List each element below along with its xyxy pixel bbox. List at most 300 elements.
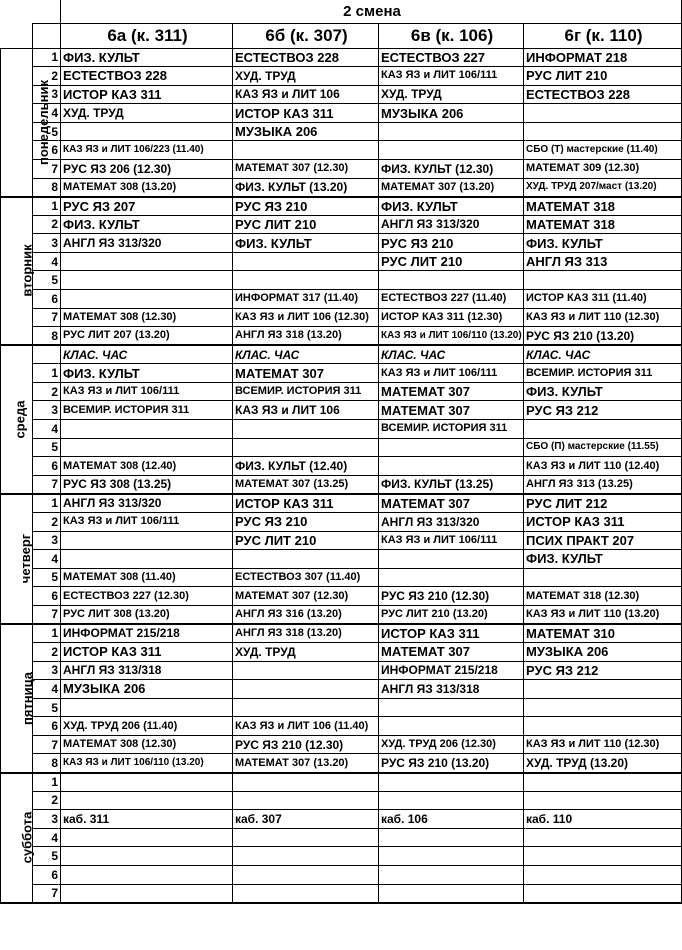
lesson-cell: МАТЕМАТ 307 xyxy=(233,364,379,383)
lesson-row xyxy=(1,327,682,346)
period-number: 5 xyxy=(33,847,61,866)
lesson-cell: ИСТОР КАЗ 311 xyxy=(524,512,682,531)
day-label xyxy=(1,345,33,494)
lesson-cell xyxy=(61,252,233,271)
lesson-cell xyxy=(61,438,233,457)
lesson-cell: КАЗ ЯЗ и ЛИТ 106 xyxy=(233,85,379,104)
lesson-cell: ИНФОРМАТ 215/218 xyxy=(61,624,233,643)
lesson-row xyxy=(1,810,682,829)
lesson-cell: МАТЕМАТ 307 xyxy=(379,494,524,513)
lesson-cell: ИСТОР КАЗ 311 xyxy=(61,643,233,662)
lesson-cell: МАТЕМАТ 308 (12.30) xyxy=(61,735,233,754)
lesson-row xyxy=(1,159,682,178)
lesson-cell: КАЗ ЯЗ и ЛИТ 106 (11.40) xyxy=(233,717,379,736)
lesson-row xyxy=(1,271,682,290)
lesson-cell: ИНФОРМАТ 218 xyxy=(524,48,682,67)
shift-title: 2 смена xyxy=(61,0,682,23)
lesson-cell xyxy=(61,122,233,141)
lesson-cell xyxy=(379,847,524,866)
lesson-row xyxy=(1,884,682,903)
lesson-cell: ИНФОРМАТ 215/218 xyxy=(379,661,524,680)
lesson-row xyxy=(1,550,682,569)
lesson-cell: ХУД. ТРУД xyxy=(233,643,379,662)
lesson-cell: КАЗ ЯЗ и ЛИТ 106/111 xyxy=(379,531,524,550)
lesson-cell: ЕСТЕСТВОЗ 228 xyxy=(233,48,379,67)
lesson-cell xyxy=(379,717,524,736)
lesson-cell xyxy=(524,122,682,141)
lesson-cell: КАЗ ЯЗ и ЛИТ 110 (12.30) xyxy=(524,308,682,327)
class-header: 6в (к. 106) xyxy=(379,23,524,48)
lesson-cell: ХУД. ТРУД 206 (11.40) xyxy=(61,717,233,736)
lesson-cell: каб. 110 xyxy=(524,810,682,829)
lesson-cell xyxy=(233,884,379,903)
lesson-cell xyxy=(524,680,682,699)
lesson-cell xyxy=(524,791,682,810)
lesson-cell: РУС ЯЗ 210 (13.20) xyxy=(524,327,682,346)
lesson-cell: МАТЕМАТ 307 (13.20) xyxy=(379,178,524,197)
schedule-body xyxy=(1,0,682,903)
lesson-cell: РУС ЛИТ 210 (13.20) xyxy=(379,605,524,624)
lesson-row xyxy=(1,754,682,773)
lesson-cell xyxy=(233,680,379,699)
lesson-cell: каб. 311 xyxy=(61,810,233,829)
lesson-cell: ФИЗ. КУЛЬТ xyxy=(379,197,524,216)
day-label xyxy=(1,624,36,773)
lesson-cell: АНГЛ ЯЗ 316 (13.20) xyxy=(233,605,379,624)
lesson-row xyxy=(1,48,682,67)
lesson-row xyxy=(1,401,682,420)
lesson-cell xyxy=(233,773,379,792)
lesson-row xyxy=(1,290,682,309)
lesson-cell: КАЗ ЯЗ и ЛИТ 106 (12.30) xyxy=(233,308,379,327)
lesson-cell: МУЗЫКА 206 xyxy=(524,643,682,662)
lesson-cell xyxy=(233,828,379,847)
lesson-cell: МАТЕМАТ 308 (12.30) xyxy=(61,308,233,327)
lesson-cell: КАЗ ЯЗ и ЛИТ 106/110 (13.20) xyxy=(379,327,524,346)
lesson-cell: МАТЕМАТ 307 (13.25) xyxy=(233,475,379,494)
lesson-cell: ФИЗ. КУЛЬТ xyxy=(524,234,682,253)
lesson-cell: РУС ЯЗ 212 xyxy=(524,401,682,420)
lesson-cell: ФИЗ. КУЛЬТ xyxy=(61,364,233,383)
lesson-cell xyxy=(61,865,233,884)
lesson-cell: РУС ЛИТ 210 xyxy=(524,67,682,86)
period-number: 8 xyxy=(33,178,61,197)
lesson-cell xyxy=(61,531,233,550)
lesson-cell: РУС ЯЗ 210 xyxy=(233,512,379,531)
lesson-cell: ФИЗ. КУЛЬТ (12.40) xyxy=(233,457,379,476)
lesson-cell: ФИЗ. КУЛЬТ (13.25) xyxy=(379,475,524,494)
lesson-cell: МУЗЫКА 206 xyxy=(233,122,379,141)
lesson-row xyxy=(1,420,682,439)
lesson-cell: СБО (П) мастерские (11.55) xyxy=(524,438,682,457)
lesson-cell: КАЗ ЯЗ и ЛИТ 106/110 (13.20) xyxy=(61,754,233,773)
lesson-row xyxy=(1,234,682,253)
lesson-cell xyxy=(61,847,233,866)
lesson-cell: ФИЗ. КУЛЬТ (12.30) xyxy=(379,159,524,178)
lesson-cell: АНГЛ ЯЗ 313/318 xyxy=(61,661,233,680)
day-name: четверг xyxy=(18,534,34,584)
lesson-cell xyxy=(379,550,524,569)
lesson-cell xyxy=(379,438,524,457)
lesson-cell xyxy=(233,252,379,271)
lesson-cell: РУС ЛИТ 308 (13.20) xyxy=(61,605,233,624)
lesson-cell xyxy=(233,141,379,160)
lesson-row xyxy=(1,847,682,866)
day-name: понедельник xyxy=(35,79,51,165)
lesson-row xyxy=(1,475,682,494)
lesson-cell xyxy=(379,828,524,847)
period-number: 7 xyxy=(33,735,61,754)
lesson-cell xyxy=(61,698,233,717)
lesson-row xyxy=(1,698,682,717)
lesson-cell: СБО (Т) мастерские (11.40) xyxy=(524,141,682,160)
period-number: 1 xyxy=(33,48,61,67)
lesson-cell: ВСЕМИР. ИСТОРИЯ 311 xyxy=(233,382,379,401)
corner-cell xyxy=(1,23,33,48)
period-number: 2 xyxy=(33,643,61,662)
period-number: 2 xyxy=(33,215,61,234)
lesson-cell xyxy=(379,122,524,141)
lesson-cell: КАЗ ЯЗ и ЛИТ 106/111 xyxy=(61,382,233,401)
lesson-row xyxy=(1,85,682,104)
lesson-cell xyxy=(524,104,682,123)
lesson-cell: АНГЛ ЯЗ 313/318 xyxy=(379,680,524,699)
lesson-cell: РУС ЛИТ 210 xyxy=(379,252,524,271)
lesson-cell: КЛАС. ЧАС xyxy=(233,345,379,364)
lesson-cell: ЕСТЕСТВОЗ 227 (12.30) xyxy=(61,587,233,606)
lesson-cell xyxy=(233,271,379,290)
lesson-cell: ХУД. ТРУД 207/маст (13.20) xyxy=(524,178,682,197)
lesson-cell xyxy=(379,773,524,792)
lesson-cell: КАЗ ЯЗ и ЛИТ 106/111 xyxy=(379,67,524,86)
lesson-cell xyxy=(61,271,233,290)
lesson-cell xyxy=(61,550,233,569)
lesson-cell: ИСТОР КАЗ 311 xyxy=(379,624,524,643)
lesson-cell: ФИЗ. КУЛЬТ xyxy=(61,48,233,67)
period-number: 4 xyxy=(33,828,61,847)
lesson-cell: АНГЛ ЯЗ 318 (13.20) xyxy=(233,624,379,643)
lesson-row xyxy=(1,735,682,754)
lesson-cell: ИСТОР КАЗ 311 (11.40) xyxy=(524,290,682,309)
class-header: 6а (к. 311) xyxy=(61,23,233,48)
lesson-cell xyxy=(233,847,379,866)
lesson-row xyxy=(1,512,682,531)
lesson-cell: КАЗ ЯЗ и ЛИТ 110 (12.40) xyxy=(524,457,682,476)
lesson-cell: ХУД. ТРУД xyxy=(61,104,233,123)
period-number: 1 xyxy=(33,624,61,643)
lesson-cell: КАЗ ЯЗ и ЛИТ 110 (13.20) xyxy=(524,605,682,624)
lesson-row xyxy=(1,364,682,383)
period-number xyxy=(33,345,61,364)
lesson-cell xyxy=(233,438,379,457)
lesson-cell: РУС ЯЗ 308 (13.25) xyxy=(61,475,233,494)
lesson-cell: РУС ЯЗ 210 xyxy=(379,234,524,253)
lesson-cell: РУС ЯЗ 210 xyxy=(233,197,379,216)
lesson-cell: РУС ЛИТ 212 xyxy=(524,494,682,513)
lesson-cell: КАЗ ЯЗ и ЛИТ 106/111 xyxy=(61,512,233,531)
period-number: 3 xyxy=(33,661,61,680)
lesson-cell: МАТЕМАТ 309 (12.30) xyxy=(524,159,682,178)
lesson-cell: ВСЕМИР. ИСТОРИЯ 311 xyxy=(379,420,524,439)
class-header: 6г (к. 110) xyxy=(524,23,682,48)
lesson-row xyxy=(1,791,682,810)
period-number: 5 xyxy=(33,698,61,717)
lesson-cell xyxy=(61,773,233,792)
day-name: вторник xyxy=(19,244,35,298)
lesson-cell xyxy=(524,698,682,717)
period-number: 6 xyxy=(33,865,61,884)
lesson-cell: РУС ЯЗ 210 (13.20) xyxy=(379,754,524,773)
period-number: 3 xyxy=(33,531,61,550)
lesson-cell: РУС ЛИТ 210 xyxy=(233,215,379,234)
lesson-cell: РУС ЯЗ 212 xyxy=(524,661,682,680)
lesson-row xyxy=(1,122,682,141)
lesson-row xyxy=(1,494,682,513)
lesson-cell xyxy=(524,717,682,736)
shift-row xyxy=(1,0,682,23)
period-number: 3 xyxy=(33,234,61,253)
lesson-row xyxy=(1,680,682,699)
lesson-cell: КАЗ ЯЗ и ЛИТ 106/111 xyxy=(379,364,524,383)
period-number: 7 xyxy=(33,884,61,903)
lesson-cell: КЛАС. ЧАС xyxy=(379,345,524,364)
period-number: 8 xyxy=(33,327,61,346)
period-number: 7 xyxy=(33,475,61,494)
period-number: 5 xyxy=(33,438,61,457)
period-number: 6 xyxy=(33,457,61,476)
lesson-row xyxy=(1,345,682,364)
lesson-cell: РУС ЛИТ 210 xyxy=(233,531,379,550)
lesson-row xyxy=(1,178,682,197)
lesson-cell: МАТЕМАТ 307 (13.20) xyxy=(233,754,379,773)
lesson-cell: АНГЛ ЯЗ 313 xyxy=(524,252,682,271)
lesson-row xyxy=(1,587,682,606)
lesson-cell: МУЗЫКА 206 xyxy=(61,680,233,699)
lesson-cell: КАЗ ЯЗ и ЛИТ 110 (12.30) xyxy=(524,735,682,754)
period-number: 6 xyxy=(33,717,61,736)
lesson-cell: ХУД. ТРУД xyxy=(233,67,379,86)
day-name: суббота xyxy=(19,811,35,864)
day-label xyxy=(1,197,33,346)
lesson-cell: МАТЕМАТ 318 xyxy=(524,197,682,216)
lesson-cell: каб. 106 xyxy=(379,810,524,829)
period-number: 6 xyxy=(33,290,61,309)
period-number: 3 xyxy=(33,810,61,829)
period-number: 3 xyxy=(33,401,61,420)
lesson-cell: ФИЗ. КУЛЬТ xyxy=(524,382,682,401)
lesson-cell xyxy=(61,884,233,903)
lesson-cell: ВСЕМИР. ИСТОРИЯ 311 xyxy=(524,364,682,383)
lesson-cell xyxy=(524,271,682,290)
lesson-cell xyxy=(61,420,233,439)
lesson-row xyxy=(1,104,682,123)
lesson-cell: АНГЛ ЯЗ 313 (13.25) xyxy=(524,475,682,494)
lesson-cell: АНГЛ ЯЗ 313/320 xyxy=(61,494,233,513)
period-number: 7 xyxy=(33,605,61,624)
lesson-cell xyxy=(379,271,524,290)
period-number: 4 xyxy=(33,680,61,699)
day-name: среда xyxy=(12,400,28,439)
lesson-cell: РУС ЯЗ 210 (12.30) xyxy=(379,587,524,606)
lesson-cell xyxy=(524,568,682,587)
lesson-row xyxy=(1,568,682,587)
lesson-cell: ВСЕМИР. ИСТОРИЯ 311 xyxy=(61,401,233,420)
lesson-cell: КАЗ ЯЗ и ЛИТ 106/223 (11.40) xyxy=(61,141,233,160)
class-header-row xyxy=(1,23,682,48)
lesson-cell: РУС ЛИТ 207 (13.20) xyxy=(61,327,233,346)
period-number: 4 xyxy=(33,104,61,123)
lesson-cell: АНГЛ ЯЗ 313/320 xyxy=(379,215,524,234)
lesson-cell: РУС ЯЗ 206 (12.30) xyxy=(61,159,233,178)
lesson-cell: РУС ЯЗ 210 (12.30) xyxy=(233,735,379,754)
lesson-row xyxy=(1,67,682,86)
lesson-cell xyxy=(233,420,379,439)
lesson-cell: МАТЕМАТ 307 xyxy=(379,382,524,401)
lesson-cell: АНГЛ ЯЗ 318 (13.20) xyxy=(233,327,379,346)
lesson-cell: ЕСТЕСТВОЗ 307 (11.40) xyxy=(233,568,379,587)
lesson-cell: КЛАС. ЧАС xyxy=(524,345,682,364)
period-number: 3 xyxy=(33,85,61,104)
period-number: 5 xyxy=(33,568,61,587)
lesson-cell: МАТЕМАТ 308 (12.40) xyxy=(61,457,233,476)
lesson-cell xyxy=(524,865,682,884)
period-number: 5 xyxy=(33,271,61,290)
period-number: 5 xyxy=(33,122,61,141)
lesson-cell: КЛАС. ЧАС xyxy=(61,345,233,364)
lesson-row xyxy=(1,643,682,662)
lesson-cell: МАТЕМАТ 307 xyxy=(379,643,524,662)
lesson-row xyxy=(1,457,682,476)
lesson-cell xyxy=(233,550,379,569)
period-number: 2 xyxy=(33,67,61,86)
lesson-cell: МАТЕМАТ 308 (13.20) xyxy=(61,178,233,197)
lesson-cell xyxy=(61,791,233,810)
lesson-row xyxy=(1,252,682,271)
lesson-cell: ИСТОР КАЗ 311 xyxy=(233,494,379,513)
lesson-cell xyxy=(379,698,524,717)
day-label xyxy=(1,494,33,624)
lesson-cell xyxy=(233,661,379,680)
class-header: 6б (к. 307) xyxy=(233,23,379,48)
lesson-cell: МАТЕМАТ 318 (12.30) xyxy=(524,587,682,606)
lesson-row xyxy=(1,773,682,792)
period-number: 2 xyxy=(33,791,61,810)
period-number: 6 xyxy=(33,587,61,606)
lesson-cell: АНГЛ ЯЗ 313/320 xyxy=(61,234,233,253)
lesson-cell xyxy=(233,865,379,884)
lesson-cell xyxy=(61,290,233,309)
lesson-row xyxy=(1,717,682,736)
period-header xyxy=(33,23,61,48)
lesson-cell: РУС ЯЗ 207 xyxy=(61,197,233,216)
lesson-cell: МАТЕМАТ 307 xyxy=(379,401,524,420)
lesson-cell: ХУД. ТРУД (13.20) xyxy=(524,754,682,773)
lesson-cell: КАЗ ЯЗ и ЛИТ 106 xyxy=(233,401,379,420)
corner-cell xyxy=(33,0,61,23)
lesson-row xyxy=(1,865,682,884)
lesson-row xyxy=(1,382,682,401)
period-number: 2 xyxy=(33,382,61,401)
lesson-row xyxy=(1,661,682,680)
period-number: 1 xyxy=(33,494,61,513)
period-number: 1 xyxy=(33,197,61,216)
lesson-cell: МАТЕМАТ 307 (12.30) xyxy=(233,159,379,178)
lesson-cell: ИСТОР КАЗ 311 (12.30) xyxy=(379,308,524,327)
lesson-cell: каб. 307 xyxy=(233,810,379,829)
lesson-cell xyxy=(379,791,524,810)
lesson-cell: ЕСТЕСТВОЗ 228 xyxy=(524,85,682,104)
lesson-cell xyxy=(233,791,379,810)
lesson-cell: МАТЕМАТ 310 xyxy=(524,624,682,643)
lesson-cell xyxy=(524,420,682,439)
lesson-cell xyxy=(379,457,524,476)
lesson-cell: МУЗЫКА 206 xyxy=(379,104,524,123)
period-number: 7 xyxy=(33,159,61,178)
lesson-cell xyxy=(524,884,682,903)
period-number: 1 xyxy=(33,773,61,792)
lesson-cell xyxy=(524,847,682,866)
period-number: 4 xyxy=(33,252,61,271)
corner-cell xyxy=(1,0,33,23)
lesson-row xyxy=(1,828,682,847)
lesson-cell xyxy=(61,828,233,847)
lesson-cell: ФИЗ. КУЛЬТ xyxy=(233,234,379,253)
lesson-cell xyxy=(524,773,682,792)
lesson-cell: ИНФОРМАТ 317 (11.40) xyxy=(233,290,379,309)
lesson-cell: ИСТОР КАЗ 311 xyxy=(61,85,233,104)
lesson-cell: ФИЗ. КУЛЬТ xyxy=(524,550,682,569)
day-label xyxy=(1,48,51,197)
lesson-cell: МАТЕМАТ 318 xyxy=(524,215,682,234)
lesson-cell xyxy=(379,865,524,884)
lesson-cell: ФИЗ. КУЛЬТ xyxy=(61,215,233,234)
lesson-cell: ИСТОР КАЗ 311 xyxy=(233,104,379,123)
period-number: 8 xyxy=(33,754,61,773)
lesson-cell: МАТЕМАТ 308 (11.40) xyxy=(61,568,233,587)
day-label xyxy=(1,773,33,903)
lesson-cell xyxy=(524,828,682,847)
lesson-row xyxy=(1,215,682,234)
day-name: пятница xyxy=(20,671,36,725)
lesson-cell: ФИЗ. КУЛЬТ (13.20) xyxy=(233,178,379,197)
lesson-row xyxy=(1,438,682,457)
lesson-cell: ХУД. ТРУД xyxy=(379,85,524,104)
lesson-row xyxy=(1,605,682,624)
period-number: 6 xyxy=(33,141,61,160)
lesson-cell: ЕСТЕСТВОЗ 228 xyxy=(61,67,233,86)
lesson-row xyxy=(1,624,682,643)
period-number: 4 xyxy=(33,550,61,569)
lesson-cell: АНГЛ ЯЗ 313/320 xyxy=(379,512,524,531)
lesson-cell xyxy=(233,698,379,717)
lesson-cell: ЕСТЕСТВОЗ 227 xyxy=(379,48,524,67)
period-number: 2 xyxy=(33,512,61,531)
lesson-row xyxy=(1,197,682,216)
period-number: 7 xyxy=(33,308,61,327)
lesson-cell: ЕСТЕСТВОЗ 227 (11.40) xyxy=(379,290,524,309)
lesson-cell xyxy=(379,884,524,903)
lesson-row xyxy=(1,141,682,160)
lesson-cell: ПСИХ ПРАКТ 207 xyxy=(524,531,682,550)
period-number: 1 xyxy=(33,364,61,383)
lesson-row xyxy=(1,531,682,550)
lesson-cell: МАТЕМАТ 307 (12.30) xyxy=(233,587,379,606)
lesson-cell xyxy=(379,141,524,160)
lesson-row xyxy=(1,308,682,327)
lesson-cell xyxy=(379,568,524,587)
lesson-cell: ХУД. ТРУД 206 (12.30) xyxy=(379,735,524,754)
period-number: 4 xyxy=(33,420,61,439)
